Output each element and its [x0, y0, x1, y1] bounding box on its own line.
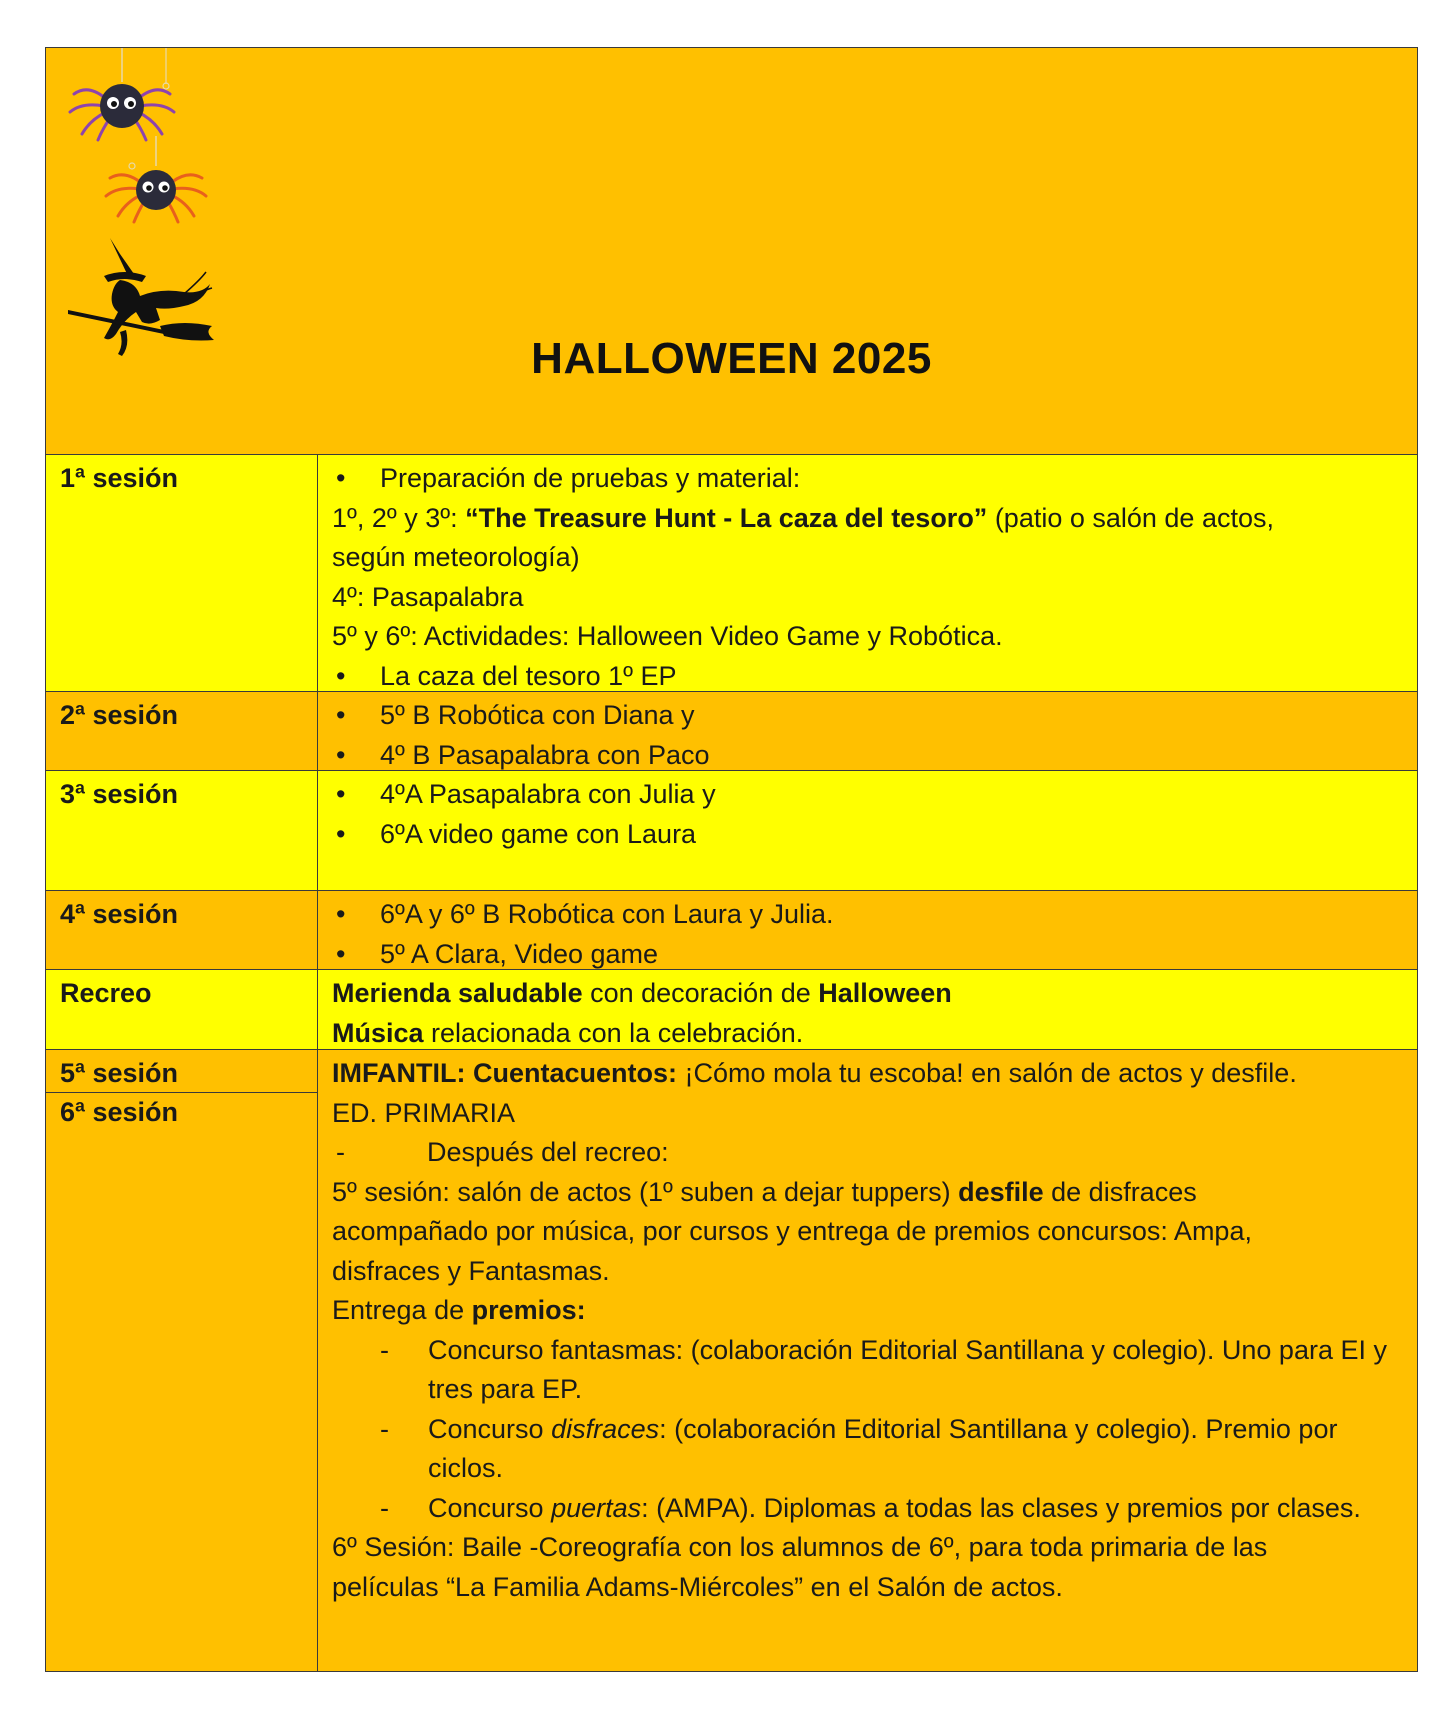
text-line: Música relacionada con la celebración.	[332, 1017, 804, 1048]
text-line: Entrega de premios:	[332, 1295, 586, 1325]
text-line: acompañado por música, por cursos y entrega de premios concursos: Ampa,	[332, 1216, 1252, 1246]
list-item: 5º A Clara, Video game	[380, 938, 659, 969]
session-label: 3ª sesión	[60, 779, 179, 809]
list-item: 4ºA Pasapalabra con Julia y	[380, 779, 716, 809]
session-content	[318, 970, 1417, 1049]
text-line: 4º: Pasapalabra	[332, 581, 524, 612]
list-item: Concurso puertas: (AMPA). Diplomas a todas las clases y premios por clases.	[428, 1492, 1361, 1523]
session-label: 1ª sesión	[60, 463, 179, 493]
text-line: 5º y 6º: Actividades: Halloween Video Game y Robótica.	[332, 621, 1003, 651]
list-item: Concurso fantasmas: (colaboración Editorial Santillana y colegio). Uno para EI y tres para EP.	[428, 1334, 1387, 1404]
text-line: 5º sesión: salón de actos (1º suben a dejar tuppers) desfile de disfraces	[332, 1176, 1197, 1207]
list-item: Concurso disfraces: (colaboración Editorial Santillana y colegio). Premio por ciclos.	[428, 1413, 1338, 1483]
page-title: HALLOWEEN 2025	[531, 334, 932, 383]
session-label: 2ª sesión	[60, 700, 179, 730]
session-content: • Preparación de pruebas y material: 1º, 2º y 3º: “The Treasure Hunt - La caza del tesoro” (patio o salón de actos, según meteorología) 4º: Pasapalabra 5º y 6º: Actividades: Halloween Video Game y Robótica. • La caza del tesoro 1º EP	[318, 455, 1417, 691]
list-item: Preparación de pruebas y material:	[380, 463, 801, 493]
text-line: IMFANTIL: Cuentacuentos: ¡Cómo mola tu escoba! en salón de actos y desfile.	[332, 1058, 1297, 1088]
text-line: 1º, 2º y 3º: “The Treasure Hunt - La caza del tesoro” (patio o salón de actos,	[332, 502, 1274, 533]
recess-row	[46, 970, 1417, 1050]
list-item: La caza del tesoro 1º EP	[380, 660, 677, 691]
session-content: • 4ºA Pasapalabra con Julia y • 6ºA video game con Laura	[318, 771, 1417, 890]
header-section	[46, 48, 1417, 455]
text-line: disfraces y Fantasmas.	[332, 1255, 610, 1286]
spider-icon	[60, 48, 185, 143]
session-label: 4ª sesión	[60, 899, 179, 929]
text-line: películas “La Familia Adams-Miércoles” en el Salón de actos.	[332, 1571, 1063, 1602]
schedule-document	[45, 47, 1418, 1672]
text-line: según meteorología)	[332, 542, 580, 572]
session-row-1	[46, 455, 1417, 692]
session-label: Recreo	[60, 978, 152, 1008]
session-row-4	[46, 891, 1417, 970]
text-line: ED. PRIMARIA	[332, 1097, 516, 1128]
list-item: 6ºA video game con Laura	[380, 818, 697, 849]
session-label: 6ª sesión	[60, 1097, 179, 1127]
session-row-2	[46, 692, 1417, 771]
session-label: 5ª sesión	[46, 1054, 317, 1093]
list-item: Después del recreo:	[427, 1137, 669, 1167]
list-item: 5º B Robótica con Diana y	[380, 700, 695, 730]
list-item: 4º B Pasapalabra con Paco	[380, 739, 710, 770]
list-item: 6ºA y 6º B Robótica con Laura y Julia.	[380, 899, 834, 929]
text-line: 6º Sesión: Baile -Coreografía con los alumnos de 6º, para toda primaria de las	[332, 1532, 1268, 1562]
session-content: • 5º B Robótica con Diana y • 4º B Pasapalabra con Paco	[318, 692, 1417, 770]
session-row-3	[46, 771, 1417, 891]
session-row-5-6	[46, 1050, 1417, 1671]
text-line: Merienda saludable con decoración de Halloween	[332, 978, 952, 1008]
session-content: IMFANTIL: Cuentacuentos: ¡Cómo mola tu escoba! en salón de actos y desfile. ED. PRIMARIA - Después del recreo: 5º sesión: salón de actos (1º suben a dejar tuppers) desfile de disfraces acompañado por música, por cursos y entrega de premios concursos: Ampa, disfraces y Fantasmas. Entrega de premios: - Concurso fantasmas: (colaboración Editorial Santillana y colegio). Uno para EI y tres para EP. - Concurso disfraces: (colaboración Editorial Santillana y colegio). Premio por ciclos. - Concurso puertas: (AMPA). Diplomas a todas las clases y premios por clases. 6º Sesión: Baile -Coreografía con los alumnos de 6º, para toda primaria de las películas “La Familia Adams-Miércoles” en el Salón de actos.	[318, 1050, 1417, 1671]
session-content: • 6ºA y 6º B Robótica con Laura y Julia. • 5º A Clara, Video game	[318, 891, 1417, 969]
spider-icon	[94, 136, 214, 226]
